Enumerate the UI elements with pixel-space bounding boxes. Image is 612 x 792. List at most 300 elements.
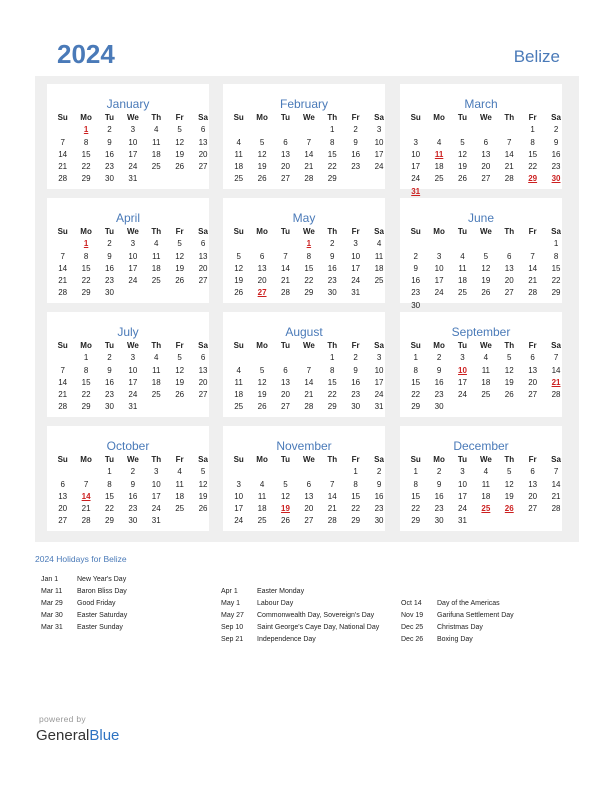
day-cell: 12 <box>198 479 208 489</box>
generalblue-logo[interactable] <box>36 727 119 744</box>
day-cell: 17 <box>458 491 467 501</box>
weekday-header: Tu <box>280 227 291 236</box>
day-cell: 13 <box>304 491 314 501</box>
day-cell: 19 <box>175 149 185 159</box>
day-cell: 21 <box>81 504 91 514</box>
day-cell: 6 <box>283 137 288 147</box>
day-cell: 5 <box>460 137 465 147</box>
day-cell: 28 <box>58 402 68 412</box>
day-cell: 20 <box>504 276 514 286</box>
day-cell: 27 <box>528 504 538 514</box>
day-cell: 6 <box>507 251 512 261</box>
day-cell: 2 <box>330 239 335 249</box>
weekday-header: We <box>302 113 315 122</box>
day-cell: 23 <box>105 276 114 286</box>
day-cell: 26 <box>175 162 185 172</box>
weekday-header: We <box>126 341 139 350</box>
day-cell: 2 <box>353 353 358 363</box>
weekday-header: Fr <box>351 113 360 122</box>
day-cell: 16 <box>374 491 384 501</box>
weekday-header: Mo <box>80 341 92 350</box>
empty-cell <box>297 124 320 136</box>
day-cell: 25 <box>257 516 267 526</box>
day-cell: 12 <box>504 479 514 489</box>
day-cell: 9 <box>330 251 335 261</box>
empty-cell <box>250 238 273 250</box>
month-june <box>400 198 562 310</box>
holiday-day: 21 <box>551 377 561 387</box>
day-cell: 18 <box>481 377 491 387</box>
day-cell: 22 <box>81 162 91 172</box>
day-cell: 23 <box>351 162 361 172</box>
day-cell: 15 <box>411 377 421 387</box>
day-cell: 3 <box>376 125 382 135</box>
day-cell: 29 <box>81 174 91 184</box>
day-cell: 5 <box>177 353 182 363</box>
weekday-header: Mo <box>433 113 445 122</box>
day-cell: 14 <box>281 263 290 273</box>
day-cell: 14 <box>304 149 314 159</box>
day-cell: 27 <box>198 162 208 172</box>
holiday-item <box>401 610 514 622</box>
empty-cell <box>321 466 344 478</box>
weekday-header: Mo <box>256 341 268 350</box>
day-cell: 24 <box>434 288 444 298</box>
weekday-header: Th <box>327 227 338 236</box>
holiday-item <box>41 610 127 622</box>
day-cell: 28 <box>304 402 314 412</box>
day-cell: 11 <box>234 377 243 387</box>
empty-cell <box>274 466 297 478</box>
day-cell: 29 <box>327 402 337 412</box>
weekday-header: Sa <box>374 455 384 464</box>
empty-cell <box>250 124 273 136</box>
day-cell: 9 <box>436 365 442 375</box>
holiday-date: Dec 26 <box>401 636 424 643</box>
day-cell: 28 <box>551 390 561 400</box>
day-cell: 10 <box>434 263 444 273</box>
day-grid <box>227 226 391 300</box>
day-cell: 12 <box>234 263 244 273</box>
day-cell: 16 <box>105 377 114 387</box>
day-cell: 5 <box>236 251 241 261</box>
day-cell: 14 <box>58 263 68 273</box>
day-cell: 18 <box>257 504 267 514</box>
empty-cell <box>498 124 521 136</box>
day-cell: 17 <box>374 149 384 159</box>
weekday-header: Mo <box>80 227 92 236</box>
holiday-name: Baron Bliss Day <box>77 588 127 595</box>
day-cell: 11 <box>481 479 491 489</box>
day-cell: 2 <box>376 467 382 477</box>
weekday-header: Su <box>410 455 421 464</box>
day-cell: 27 <box>58 516 68 526</box>
empty-cell <box>274 124 297 136</box>
day-cell: 2 <box>107 125 112 135</box>
weekday-header: Tu <box>457 113 468 122</box>
weekday-header: Su <box>57 341 68 350</box>
day-cell: 18 <box>151 377 161 387</box>
day-cell: 24 <box>151 504 161 514</box>
day-cell: 24 <box>128 162 138 172</box>
brand-general: General <box>36 727 90 744</box>
weekday-header: Su <box>233 227 244 236</box>
day-cell: 15 <box>327 377 337 387</box>
day-cell: 21 <box>58 276 68 286</box>
day-cell: 31 <box>128 174 138 184</box>
day-cell: 8 <box>530 137 535 147</box>
day-cell: 3 <box>130 239 136 249</box>
weekday-header: Tu <box>104 227 115 236</box>
month-name: October <box>106 439 150 453</box>
empty-cell <box>474 238 497 250</box>
month-name: August <box>285 325 323 339</box>
day-cell: 25 <box>481 390 491 400</box>
day-cell: 3 <box>130 353 136 363</box>
weekday-header: Su <box>410 113 421 122</box>
day-cell: 6 <box>60 479 65 489</box>
day-cell: 18 <box>458 276 467 286</box>
day-cell: 21 <box>528 276 538 286</box>
day-cell: 10 <box>351 251 361 261</box>
day-cell: 4 <box>259 479 265 489</box>
day-cell: 25 <box>151 162 161 172</box>
month-name: November <box>276 439 332 453</box>
day-cell: 15 <box>81 149 91 159</box>
holiday-date: Mar 29 <box>41 600 63 607</box>
day-cell: 15 <box>304 263 314 273</box>
holiday-day: 11 <box>434 149 444 159</box>
day-cell: 11 <box>374 251 384 261</box>
weekday-header: Th <box>151 341 162 350</box>
holiday-item <box>221 610 374 622</box>
month-january <box>47 84 209 189</box>
day-cell: 30 <box>351 402 361 412</box>
day-cell: 26 <box>481 288 491 298</box>
weekday-header: Th <box>151 113 162 122</box>
day-cell: 16 <box>351 149 361 159</box>
day-cell: 15 <box>327 149 337 159</box>
day-cell: 21 <box>281 276 290 286</box>
day-cell: 8 <box>83 137 89 147</box>
weekday-header: Mo <box>80 455 92 464</box>
day-cell: 28 <box>327 516 337 526</box>
day-cell: 11 <box>481 365 491 375</box>
day-cell: 30 <box>434 516 444 526</box>
weekday-header: Tu <box>104 455 115 464</box>
day-cell: 20 <box>528 377 538 387</box>
month-december <box>400 426 562 531</box>
day-cell: 19 <box>458 162 467 172</box>
weekday-header: Mo <box>256 455 268 464</box>
day-grid <box>51 340 215 414</box>
day-cell: 8 <box>330 365 335 375</box>
day-cell: 7 <box>83 479 89 489</box>
day-cell: 19 <box>234 276 244 286</box>
day-cell: 17 <box>351 263 361 273</box>
weekday-header: Sa <box>198 113 208 122</box>
weekday-header: Th <box>327 455 338 464</box>
day-cell: 15 <box>551 263 561 273</box>
day-cell: 7 <box>553 467 559 477</box>
day-cell: 30 <box>105 288 114 298</box>
day-cell: 20 <box>257 276 267 286</box>
day-cell: 3 <box>413 137 418 147</box>
weekday-header: Th <box>327 113 338 122</box>
holiday-date: Apr 1 <box>221 588 238 595</box>
day-cell: 12 <box>281 491 290 501</box>
day-grid <box>404 340 568 414</box>
holiday-day: 1 <box>83 125 89 135</box>
weekday-header: Tu <box>280 341 291 350</box>
empty-cell <box>297 466 320 478</box>
day-cell: 6 <box>283 365 288 375</box>
holiday-item <box>41 574 126 586</box>
day-cell: 14 <box>327 491 337 501</box>
day-cell: 9 <box>107 251 112 261</box>
day-cell: 13 <box>528 365 538 375</box>
day-cell: 22 <box>351 504 361 514</box>
holiday-name: Easter Sunday <box>77 624 123 631</box>
day-cell: 17 <box>151 491 161 501</box>
day-cell: 7 <box>330 479 335 489</box>
day-cell: 7 <box>553 353 559 363</box>
empty-cell <box>404 238 427 250</box>
month-august <box>223 312 385 417</box>
holiday-date: Sep 21 <box>221 636 244 643</box>
day-cell: 23 <box>374 504 384 514</box>
day-cell: 24 <box>374 162 384 172</box>
empty-cell <box>274 238 297 250</box>
day-cell: 4 <box>483 467 489 477</box>
empty-cell <box>51 466 74 478</box>
day-cell: 9 <box>353 137 358 147</box>
day-cell: 29 <box>105 516 114 526</box>
calendar-panel <box>35 76 579 542</box>
day-cell: 14 <box>58 377 68 387</box>
day-cell: 6 <box>259 251 265 261</box>
day-cell: 30 <box>128 516 138 526</box>
weekday-header: Sa <box>198 227 208 236</box>
day-cell: 12 <box>175 137 185 147</box>
day-cell: 22 <box>528 162 538 172</box>
day-cell: 2 <box>436 353 442 363</box>
weekday-header: Sa <box>374 113 384 122</box>
country-title: Belize <box>513 47 560 66</box>
day-cell: 5 <box>177 125 182 135</box>
weekday-header: Fr <box>175 113 184 122</box>
weekday-header: Sa <box>198 341 208 350</box>
month-name: September <box>451 325 511 339</box>
weekday-header: We <box>302 455 315 464</box>
day-cell: 10 <box>411 149 421 159</box>
day-cell: 29 <box>81 402 91 412</box>
day-grid <box>227 454 391 528</box>
day-cell: 9 <box>130 479 136 489</box>
weekday-header: Tu <box>280 455 291 464</box>
day-cell: 21 <box>327 504 337 514</box>
day-cell: 2 <box>553 125 559 135</box>
day-cell: 20 <box>198 149 208 159</box>
holiday-day: 31 <box>411 186 421 196</box>
day-cell: 9 <box>107 365 112 375</box>
holiday-date: Mar 30 <box>41 612 63 619</box>
day-cell: 7 <box>283 251 288 261</box>
day-cell: 5 <box>283 479 288 489</box>
weekday-header: Th <box>327 341 338 350</box>
weekday-header: Th <box>151 227 162 236</box>
day-cell: 7 <box>306 365 312 375</box>
day-cell: 4 <box>154 125 159 135</box>
brand-blue: Blue <box>89 727 120 744</box>
weekday-header: We <box>479 341 492 350</box>
day-cell: 28 <box>81 516 91 526</box>
month-name: January <box>106 97 150 111</box>
day-grid <box>404 226 568 312</box>
day-cell: 13 <box>257 263 267 273</box>
holiday-name: Easter Saturday <box>77 612 128 619</box>
day-cell: 17 <box>458 377 467 387</box>
weekday-header: Mo <box>433 341 445 350</box>
day-cell: 1 <box>413 467 418 477</box>
day-cell: 15 <box>528 149 538 159</box>
day-cell: 22 <box>411 504 421 514</box>
day-cell: 3 <box>236 479 241 489</box>
day-cell: 30 <box>374 516 384 526</box>
weekday-header: Sa <box>551 113 561 122</box>
day-cell: 21 <box>551 491 561 501</box>
holiday-item <box>41 622 123 634</box>
holiday-day: 1 <box>83 239 89 249</box>
weekday-header: Sa <box>551 455 561 464</box>
day-cell: 23 <box>411 288 421 298</box>
day-cell: 19 <box>257 390 267 400</box>
day-cell: 9 <box>553 137 559 147</box>
day-cell: 20 <box>281 162 290 172</box>
day-cell: 29 <box>81 288 91 298</box>
month-name: February <box>279 97 329 111</box>
day-cell: 17 <box>411 162 421 172</box>
day-cell: 4 <box>177 467 182 477</box>
weekday-header: Fr <box>351 455 360 464</box>
day-cell: 6 <box>530 467 535 477</box>
weekday-header: Tu <box>280 113 291 122</box>
day-cell: 29 <box>327 174 337 184</box>
day-cell: 23 <box>105 162 114 172</box>
day-cell: 13 <box>58 491 68 501</box>
day-cell: 11 <box>152 137 161 147</box>
day-cell: 5 <box>259 365 265 375</box>
empty-cell <box>250 352 273 364</box>
day-grid <box>51 112 215 186</box>
day-cell: 16 <box>128 491 138 501</box>
day-cell: 3 <box>460 353 465 363</box>
day-cell: 12 <box>458 149 467 159</box>
day-cell: 4 <box>483 353 489 363</box>
empty-cell <box>521 238 544 250</box>
weekday-header: Th <box>504 113 515 122</box>
month-april <box>47 198 209 303</box>
day-cell: 31 <box>351 288 361 298</box>
holiday-item <box>41 586 127 598</box>
holiday-item <box>41 598 116 610</box>
day-cell: 15 <box>351 491 361 501</box>
day-cell: 30 <box>327 288 337 298</box>
weekday-header: Sa <box>551 341 561 350</box>
day-cell: 24 <box>351 276 361 286</box>
weekday-header: Fr <box>528 227 537 236</box>
day-cell: 1 <box>83 353 89 363</box>
day-cell: 8 <box>330 137 335 147</box>
day-cell: 16 <box>551 149 561 159</box>
day-cell: 11 <box>152 251 161 261</box>
holiday-name: Day of the Americas <box>437 600 500 607</box>
powered-by-label: powered by <box>39 714 86 724</box>
day-cell: 18 <box>175 491 185 501</box>
day-cell: 2 <box>436 467 442 477</box>
month-name: April <box>115 211 140 225</box>
day-cell: 12 <box>481 263 491 273</box>
day-cell: 28 <box>281 288 290 298</box>
day-cell: 19 <box>504 377 514 387</box>
day-cell: 28 <box>58 288 68 298</box>
day-cell: 29 <box>551 288 561 298</box>
day-cell: 30 <box>434 402 444 412</box>
day-cell: 13 <box>281 149 290 159</box>
empty-cell <box>498 238 521 250</box>
day-cell: 18 <box>234 390 244 400</box>
day-cell: 18 <box>234 162 244 172</box>
day-grid <box>404 454 568 528</box>
day-cell: 10 <box>458 479 467 489</box>
day-cell: 17 <box>128 377 138 387</box>
day-cell: 11 <box>234 149 243 159</box>
day-cell: 10 <box>234 491 244 501</box>
day-cell: 23 <box>551 162 561 172</box>
day-cell: 7 <box>306 137 312 147</box>
day-cell: 8 <box>413 365 418 375</box>
day-cell: 27 <box>281 402 290 412</box>
empty-cell <box>51 238 74 250</box>
day-cell: 8 <box>353 479 358 489</box>
empty-cell <box>74 466 97 478</box>
day-cell: 4 <box>460 251 465 261</box>
day-cell: 22 <box>105 504 114 514</box>
day-cell: 23 <box>434 504 444 514</box>
day-cell: 3 <box>436 251 442 261</box>
holiday-name: Christmas Day <box>437 624 483 631</box>
day-cell: 8 <box>413 479 418 489</box>
weekday-header: Su <box>233 455 244 464</box>
weekday-header: Tu <box>104 341 115 350</box>
holiday-day: 30 <box>551 174 561 184</box>
day-cell: 21 <box>58 162 68 172</box>
day-cell: 7 <box>530 251 535 261</box>
day-cell: 8 <box>553 251 559 261</box>
day-cell: 19 <box>175 377 185 387</box>
weekday-header: Su <box>57 455 68 464</box>
holiday-item <box>221 622 379 634</box>
holiday-name: Garifuna Settlement Day <box>437 612 514 619</box>
day-cell: 29 <box>411 402 421 412</box>
day-cell: 15 <box>105 491 114 501</box>
day-cell: 20 <box>198 263 208 273</box>
day-cell: 28 <box>58 174 68 184</box>
weekday-header: Fr <box>528 113 537 122</box>
holiday-date: Dec 25 <box>401 624 424 631</box>
weekday-header: Mo <box>433 227 445 236</box>
day-cell: 13 <box>504 263 514 273</box>
